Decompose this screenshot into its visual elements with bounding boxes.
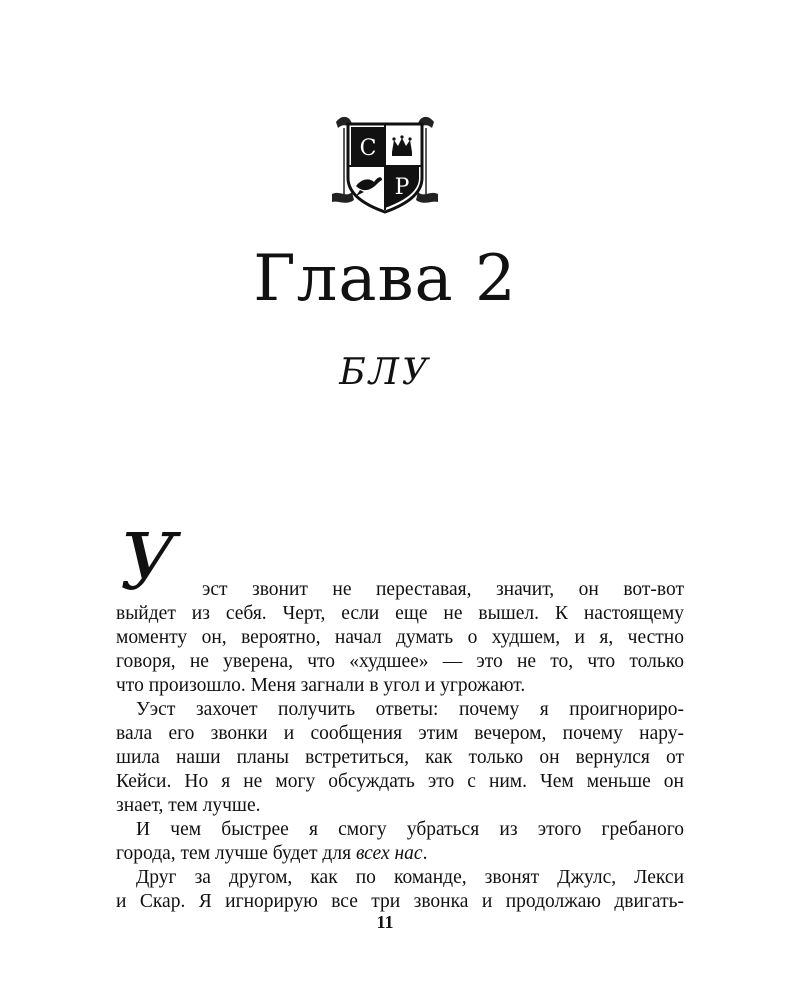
- crown-icon: [392, 135, 412, 156]
- chapter-subtitle: БЛУ: [339, 352, 431, 393]
- text-line: Кейси. Но я не могу обсуждать это с ним. Чем меньше он: [116, 771, 684, 792]
- text-line: и Скар. Я игнорирую все три звонка и продолжаю двигать-: [116, 891, 684, 912]
- text-line: Друг за другом, как по команде, звонят Джулс, Лекси: [136, 867, 684, 888]
- crest-emblem: [330, 108, 440, 216]
- text-line: [116, 842, 684, 866]
- text-line: И чем быстрее я смогу убраться из этого гребаного: [136, 819, 684, 840]
- crest-letter-p: P: [394, 175, 410, 200]
- text-line: что произошло. Меня загнали в угол и угрожают.: [116, 675, 526, 696]
- text-line: эст звонит не переставая, значит, он вот-вот: [202, 579, 684, 600]
- text-span: города, тем лучше будет для: [116, 843, 356, 864]
- body-text: [116, 520, 684, 914]
- text-line: шила наши планы встретиться, как только он вернулся от: [116, 747, 684, 768]
- text-line: Уэст захочет получить ответы: почему я проигнориро-: [136, 699, 684, 720]
- text-line: знает, тем лучше.: [116, 795, 261, 816]
- emphasis-text: всех нас: [355, 843, 423, 864]
- chapter-title: Глава 2: [253, 242, 517, 316]
- text-line: моменту он, вероятно, начал думать о худшем, и я, честно: [116, 627, 684, 648]
- text-line: говоря, не уверена, что «худшее» — это не то, что только: [116, 651, 684, 672]
- text-line: выйдет из себя. Черт, если еще не вышел. К настоящему: [116, 603, 684, 624]
- text-span: .: [422, 843, 428, 864]
- first-paragraph-opening: [116, 518, 684, 608]
- text-line: вала его звонки и сообщения этим вечером, почему нару-: [116, 723, 684, 744]
- drop-cap: У: [120, 518, 177, 608]
- crest-letter-c: C: [359, 136, 377, 161]
- page-number: 11: [376, 912, 394, 932]
